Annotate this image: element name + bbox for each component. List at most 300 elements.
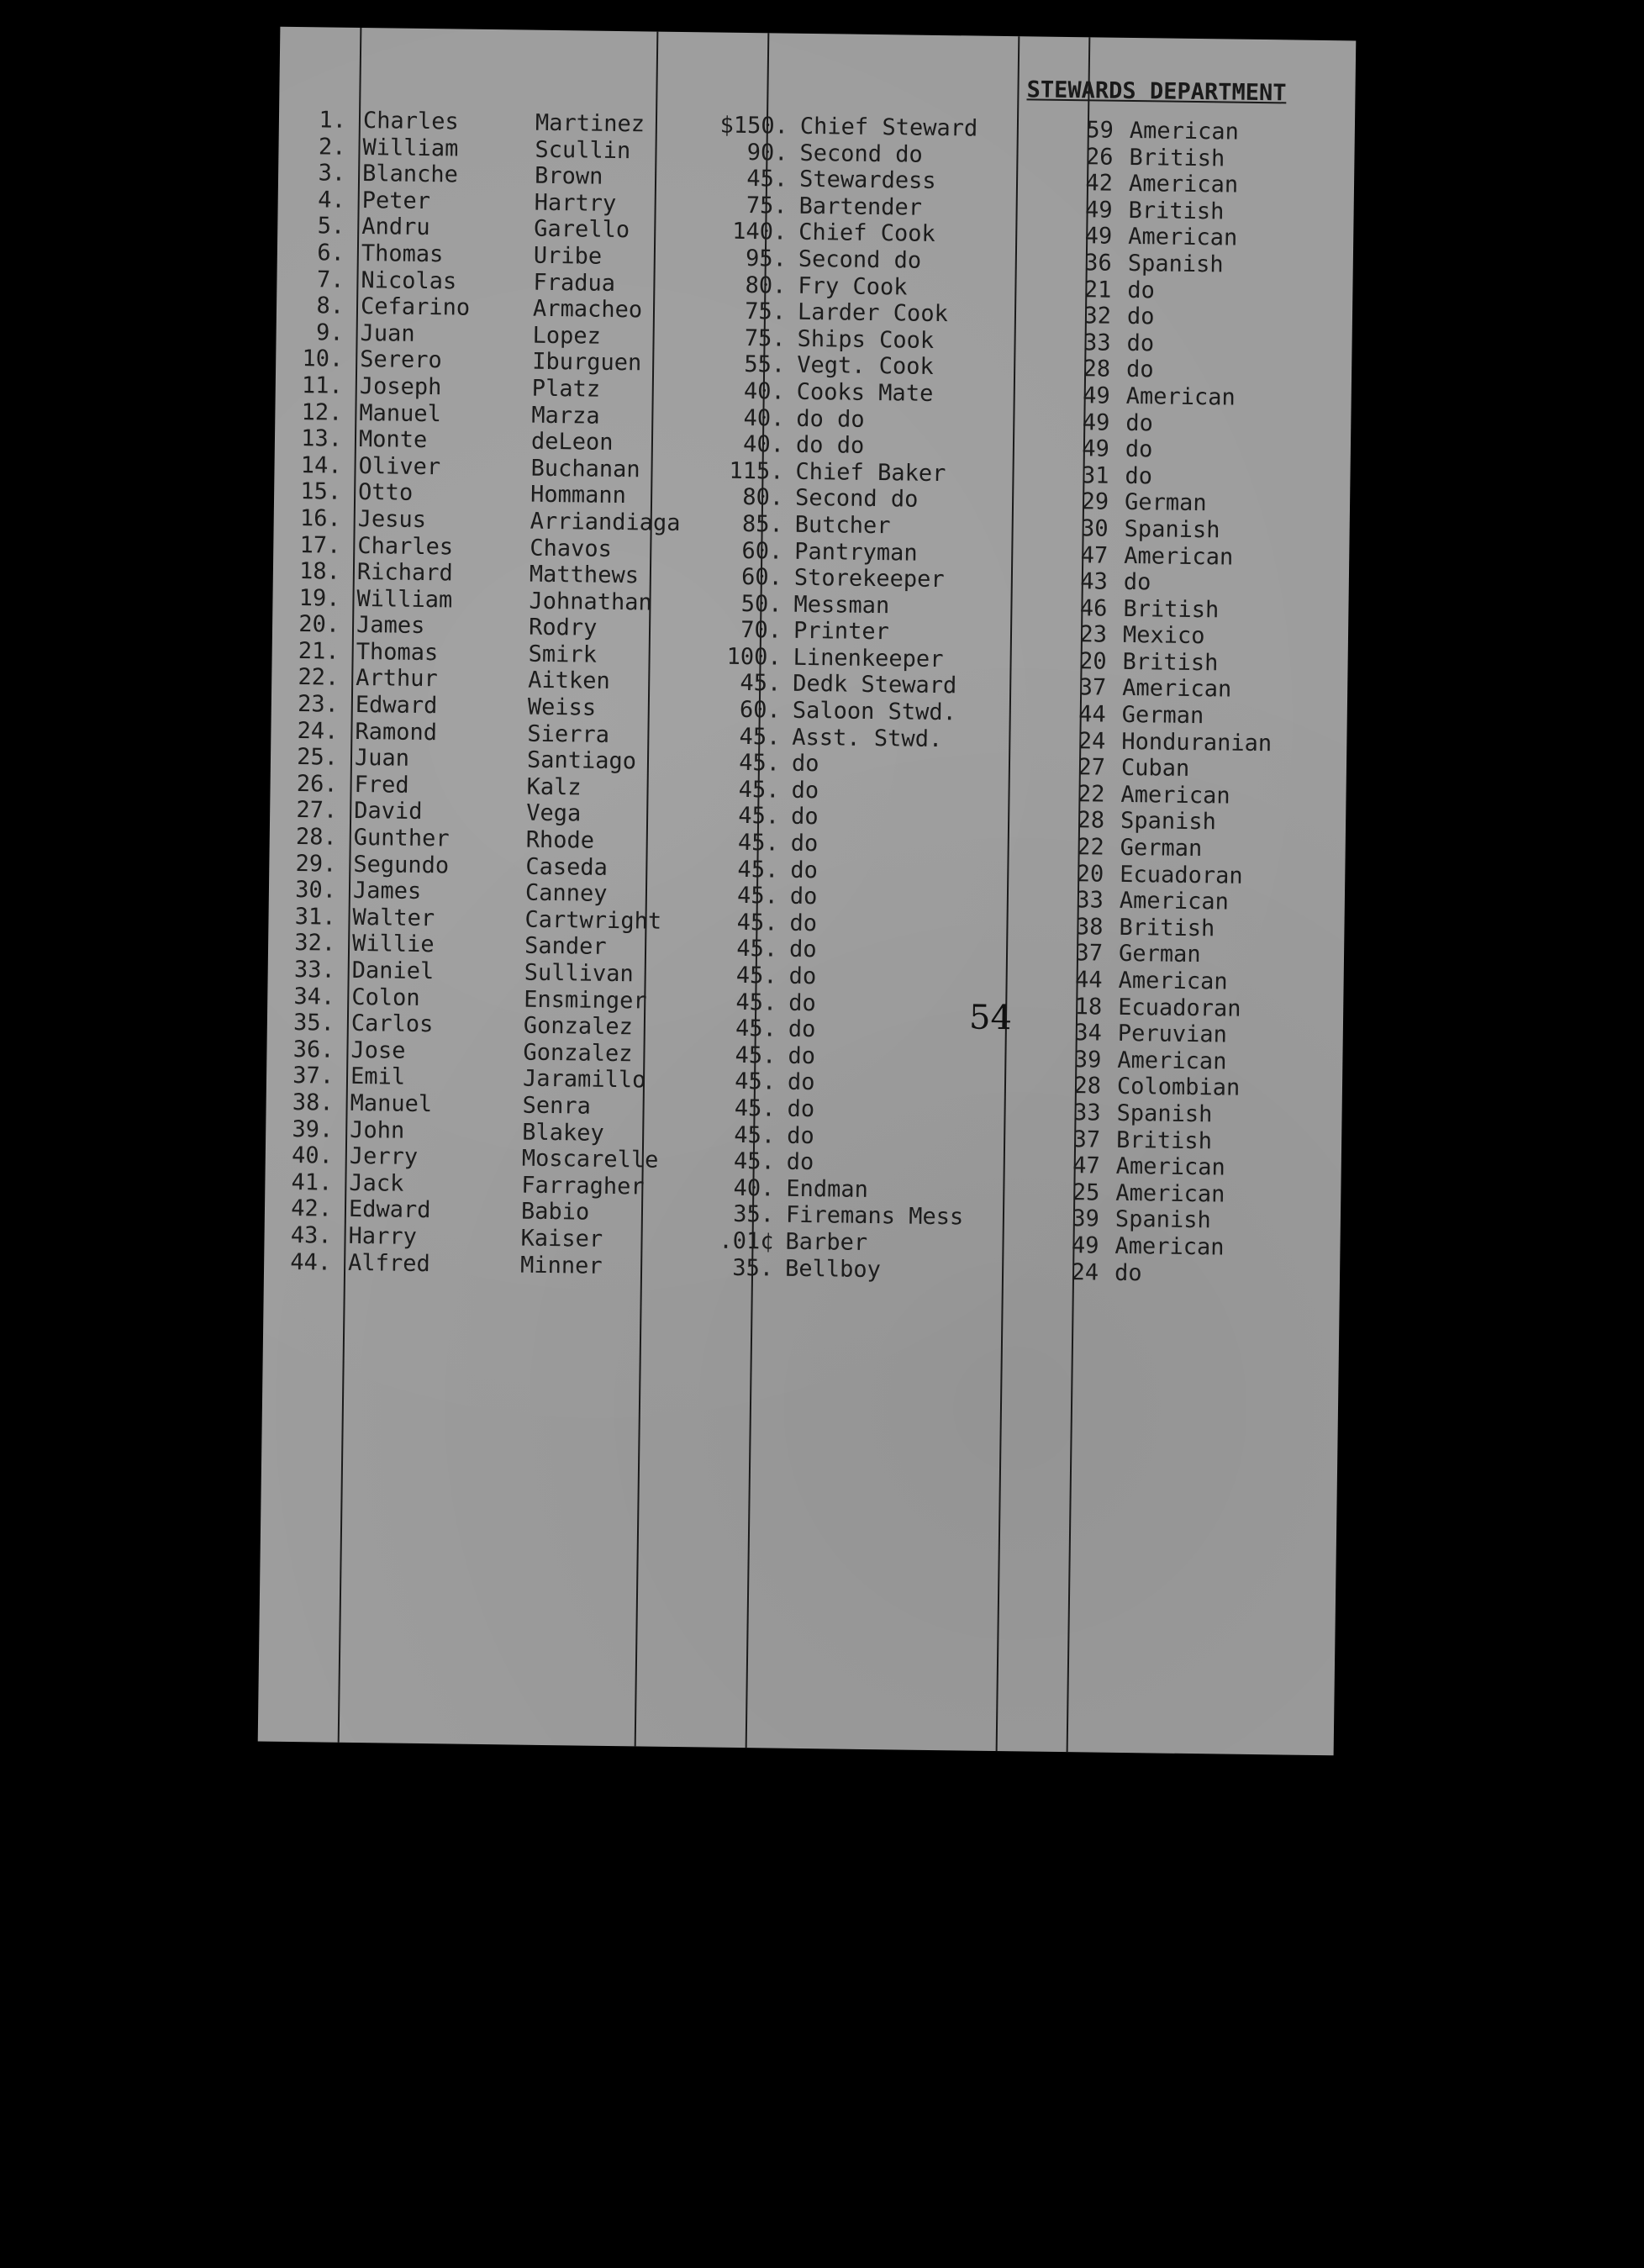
nationality: Spanish	[1116, 1100, 1213, 1128]
nationality: Colombian	[1116, 1073, 1241, 1102]
row-number: 11.	[301, 372, 344, 399]
wage: 45.	[735, 962, 777, 989]
nationality: do	[1126, 330, 1155, 357]
row-number: 3.	[318, 160, 346, 187]
age: 33	[1076, 887, 1104, 914]
age: 37	[1075, 940, 1104, 968]
row-number: 10.	[302, 345, 344, 373]
nationality: American	[1119, 888, 1230, 915]
last-name: Sander	[524, 933, 607, 961]
row-number: 20.	[298, 611, 340, 638]
first-name: Blanche	[361, 161, 459, 188]
row-number: 32.	[294, 930, 336, 957]
age: 43	[1080, 568, 1109, 595]
nationality: American	[1120, 781, 1230, 810]
wage: 140.	[732, 219, 788, 245]
age: 49	[1084, 197, 1113, 224]
row-number: 24.	[297, 717, 339, 745]
row-number: 41.	[291, 1168, 333, 1196]
last-name: Martinez	[535, 109, 645, 138]
wage: 50.	[740, 590, 782, 618]
row-number: 38.	[292, 1089, 334, 1116]
wage: 45.	[738, 803, 780, 830]
age: 28	[1083, 356, 1111, 383]
last-name: Johnathan	[529, 588, 652, 616]
first-name: Monte	[358, 426, 428, 454]
position: Pantryman	[794, 538, 918, 567]
last-name: Senra	[522, 1092, 592, 1120]
age: 49	[1071, 1232, 1099, 1259]
row-number: 31.	[294, 903, 336, 931]
nationality: German	[1124, 489, 1207, 517]
position: Saloon Stwd.	[792, 697, 957, 726]
wage: 90.	[746, 139, 788, 166]
nationality: American	[1117, 1047, 1227, 1075]
position: Messman	[793, 591, 890, 619]
row-number: 36.	[292, 1036, 335, 1063]
nationality: British	[1128, 197, 1225, 225]
last-name: Jaramillo	[522, 1065, 646, 1094]
wage: 35.	[732, 1201, 775, 1228]
first-name: Joseph	[359, 372, 442, 401]
row-number: 14.	[300, 451, 342, 479]
wage: 45.	[736, 909, 778, 936]
first-name: Fred	[354, 771, 409, 799]
nationality: Spanish	[1127, 250, 1224, 278]
age: 20	[1078, 648, 1107, 675]
row-number: 12.	[301, 398, 343, 426]
row-number: 21.	[298, 637, 340, 665]
last-name: Gonzalez	[523, 1039, 633, 1068]
age: 49	[1082, 435, 1110, 462]
last-name: Santiago	[526, 746, 637, 775]
nationality: American	[1121, 675, 1232, 704]
position: do	[791, 751, 819, 778]
last-name: Hartry	[534, 189, 617, 217]
age: 49	[1083, 382, 1110, 409]
nationality: Honduranian	[1121, 728, 1273, 757]
nationality: British	[1122, 648, 1219, 677]
row-number: 26.	[296, 770, 338, 798]
wage: 45.	[736, 883, 779, 910]
row-number: 39.	[292, 1116, 334, 1143]
first-name: William	[356, 585, 453, 614]
row-number: 34.	[293, 983, 335, 1010]
row-number: 17.	[299, 531, 341, 559]
position: do	[788, 963, 817, 990]
nationality: Ecuadoran	[1120, 861, 1243, 889]
last-name: Moscarelle	[521, 1145, 659, 1174]
position: do	[788, 1015, 816, 1043]
wage: 95.	[745, 245, 788, 272]
nationality: American	[1128, 171, 1239, 198]
row-number: 37.	[292, 1063, 335, 1090]
position: Storekeeper	[793, 564, 945, 593]
row-number: 1.	[319, 107, 347, 134]
nationality: British	[1115, 1126, 1213, 1154]
first-name: Edward	[355, 692, 438, 720]
age: 26	[1085, 143, 1114, 171]
last-name: Garello	[534, 216, 630, 244]
position: do	[787, 1095, 815, 1123]
first-name: Jack	[349, 1169, 404, 1197]
first-name: Willie	[351, 931, 435, 958]
first-name: Richard	[356, 559, 453, 587]
age: 32	[1083, 303, 1112, 330]
first-name: Andru	[361, 214, 430, 241]
age: 33	[1072, 1100, 1101, 1126]
wage: 45.	[737, 856, 779, 883]
last-name: Scullin	[535, 136, 631, 164]
age: 49	[1082, 409, 1110, 436]
last-name: Armacheo	[532, 295, 643, 324]
first-name: Thomas	[361, 240, 444, 268]
wage: 40.	[743, 377, 785, 405]
position: Endman	[786, 1175, 869, 1203]
nationality: American	[1125, 382, 1236, 411]
age: 20	[1076, 860, 1104, 888]
row-number: 22.	[298, 664, 340, 692]
position: Chief Steward	[799, 113, 978, 142]
first-name: Oliver	[358, 452, 441, 480]
age: 44	[1078, 701, 1106, 728]
age: 23	[1079, 621, 1108, 648]
department-header: STEWARDS DEPARTMENT	[1026, 76, 1287, 107]
position: do	[790, 830, 819, 857]
wage: 115.	[729, 457, 784, 485]
first-name: Segundo	[353, 851, 450, 879]
row-number: 42.	[291, 1195, 333, 1222]
position: Ships Cook	[797, 325, 935, 354]
first-name: Alfred	[347, 1249, 430, 1277]
nationality: British	[1119, 914, 1215, 942]
row-number: 6.	[317, 240, 345, 266]
first-name: Peter	[361, 187, 431, 214]
position: Firemans Mess	[785, 1202, 964, 1231]
last-name: Platz	[531, 375, 601, 403]
first-name: Charles	[362, 108, 459, 135]
first-name: Cefarino	[360, 293, 471, 321]
wage: 45.	[735, 989, 777, 1016]
row-number: 5.	[317, 213, 345, 240]
nationality: British	[1129, 144, 1225, 172]
first-name: Manuel	[350, 1089, 433, 1118]
first-name: Carlos	[350, 1010, 434, 1038]
position: Chief Cook	[798, 219, 936, 248]
age: 34	[1074, 1020, 1103, 1047]
row-number: 27.	[296, 797, 338, 825]
wage: 70.	[740, 617, 782, 644]
wage: 35.	[732, 1254, 774, 1282]
first-name: Thomas	[356, 638, 439, 667]
position: do	[788, 1042, 816, 1069]
position: Second do	[799, 140, 923, 168]
first-name: James	[356, 612, 425, 640]
nationality: German	[1118, 941, 1201, 968]
last-name: Matthews	[529, 561, 640, 589]
last-name: Hommann	[530, 481, 627, 509]
wage: 45.	[746, 166, 788, 193]
row-number: 2.	[318, 133, 346, 161]
position: Fry Cook	[798, 272, 908, 301]
wage: 45.	[737, 829, 779, 857]
row-number: 29.	[295, 850, 337, 878]
nationality: do	[1127, 277, 1156, 303]
nationality: do	[1125, 409, 1154, 436]
wage: 45.	[736, 936, 778, 963]
last-name: Marza	[531, 402, 600, 430]
position: Dedk Steward	[793, 671, 957, 699]
last-name: Canney	[524, 879, 608, 908]
last-name: Babio	[520, 1198, 590, 1226]
age: 28	[1077, 807, 1105, 835]
age: 38	[1075, 914, 1104, 941]
row-number: 33.	[293, 957, 335, 984]
last-name: Brown	[534, 162, 603, 190]
first-name: Ramond	[355, 718, 438, 746]
last-name: Aitken	[528, 667, 610, 695]
age: 24	[1071, 1258, 1099, 1286]
nationality: do	[1125, 462, 1153, 490]
age: 29	[1081, 488, 1109, 515]
row-number: 30.	[294, 877, 337, 904]
row-number: 18.	[298, 558, 341, 585]
nationality: Spanish	[1120, 808, 1217, 836]
position: do	[789, 883, 818, 910]
last-name: Minner	[519, 1252, 603, 1279]
first-name: Serero	[360, 346, 442, 374]
first-name: David	[353, 798, 423, 825]
last-name: Rodry	[528, 614, 598, 641]
wage: 45.	[738, 776, 780, 804]
nationality: American	[1118, 967, 1228, 995]
last-name: Chavos	[530, 535, 613, 562]
nationality: American	[1115, 1179, 1225, 1208]
first-name: Juan	[360, 319, 415, 347]
position: Bellboy	[784, 1255, 882, 1283]
wage: 45.	[740, 670, 782, 698]
wage: 45.	[735, 1068, 777, 1095]
wage: 55.	[744, 351, 786, 378]
last-name: Kaiser	[520, 1225, 603, 1253]
age: 25	[1072, 1179, 1100, 1206]
row-number: 19.	[298, 584, 340, 612]
row-number: 43.	[290, 1221, 332, 1249]
last-name: Fradua	[533, 269, 616, 297]
age: 49	[1084, 223, 1113, 251]
age: 47	[1080, 541, 1109, 569]
position: Butcher	[794, 511, 891, 540]
last-name: Weiss	[527, 694, 597, 721]
row-number: 44.	[290, 1248, 332, 1276]
position: do do	[796, 405, 865, 433]
row-number: 13.	[301, 425, 343, 452]
last-name: Arriandiaga	[530, 508, 681, 536]
wage: 45.	[739, 750, 781, 777]
nationality: American	[1129, 117, 1240, 145]
wage: 80.	[742, 484, 784, 511]
nationality: do	[1126, 303, 1155, 330]
nationality: German	[1120, 834, 1203, 862]
last-name: Gonzalez	[523, 1012, 634, 1041]
document-page	[258, 27, 1357, 1756]
nationality: Peruvian	[1117, 1021, 1228, 1048]
position: do	[790, 804, 819, 831]
last-name: Rhode	[525, 826, 595, 854]
position: Linenkeeper	[793, 644, 944, 672]
row-number: 7.	[316, 266, 345, 293]
last-name: Caseda	[525, 853, 609, 881]
row-number: 25.	[297, 744, 339, 771]
position: Chief Baker	[795, 458, 946, 487]
crew-list	[264, 107, 1355, 1290]
last-name: Ensminger	[524, 986, 647, 1015]
last-name: Iburguen	[532, 349, 642, 377]
wage: .01¢	[719, 1227, 774, 1255]
wage: 75.	[746, 192, 788, 219]
position: do	[786, 1122, 814, 1149]
age: 59	[1086, 117, 1114, 144]
last-name: Sierra	[527, 720, 610, 748]
wage: 40.	[742, 431, 785, 458]
position: Larder Cook	[797, 298, 949, 328]
nationality: do	[1125, 356, 1154, 383]
first-name: Arthur	[356, 665, 439, 693]
nationality: British	[1123, 595, 1220, 624]
first-name: Manuel	[359, 399, 442, 427]
first-name: Juan	[354, 745, 410, 773]
nationality: Spanish	[1114, 1206, 1211, 1234]
age: 47	[1072, 1152, 1100, 1179]
age: 33	[1083, 330, 1111, 356]
last-name: Lopez	[532, 322, 602, 350]
row-number: 16.	[299, 504, 341, 532]
first-name: Jesus	[357, 505, 427, 533]
first-name: Jerry	[349, 1143, 419, 1171]
row-number: 9.	[315, 319, 344, 346]
age: 42	[1085, 170, 1114, 197]
first-name: Nicolas	[361, 266, 457, 295]
age: 37	[1072, 1126, 1101, 1153]
position: do	[791, 777, 819, 804]
age: 31	[1081, 462, 1109, 489]
age: 39	[1072, 1205, 1100, 1232]
wage: 60.	[739, 696, 782, 724]
row-number: 35.	[292, 1010, 335, 1036]
nationality: do	[1114, 1259, 1142, 1286]
nationality: American	[1114, 1232, 1225, 1261]
age: 44	[1074, 967, 1103, 994]
nationality: American	[1115, 1152, 1225, 1181]
last-name: Farragher	[521, 1172, 645, 1200]
wage: 45.	[733, 1148, 775, 1175]
position: do	[790, 857, 819, 883]
wage: 40.	[733, 1174, 775, 1202]
age: 36	[1084, 250, 1113, 277]
position: Vegt. Cook	[796, 352, 934, 381]
age: 21	[1083, 276, 1112, 303]
last-name: Sullivan	[524, 959, 634, 988]
wage: 75.	[745, 298, 787, 325]
age: 22	[1076, 834, 1104, 861]
page-number: 54	[968, 998, 1013, 1038]
last-name: Cartwright	[524, 906, 662, 935]
last-name: Buchanan	[530, 455, 640, 483]
first-name: Colon	[351, 984, 420, 1011]
position: Second do	[794, 485, 919, 514]
age: 18	[1074, 993, 1103, 1021]
row-number: 15.	[300, 478, 342, 506]
nationality: do	[1123, 568, 1151, 596]
row-number: 28.	[295, 824, 337, 851]
wage: 45.	[735, 1015, 777, 1042]
nationality: German	[1121, 701, 1204, 730]
first-name: Charles	[357, 532, 454, 560]
last-name: Uribe	[533, 242, 603, 270]
last-name: Vega	[525, 800, 582, 827]
row-number: 8.	[316, 293, 345, 319]
first-name: John	[350, 1116, 405, 1144]
nationality: American	[1128, 224, 1238, 252]
nationality: Ecuadoran	[1118, 994, 1241, 1022]
position: do	[786, 1148, 814, 1176]
nationality: Cuban	[1120, 755, 1190, 783]
position: do do	[795, 431, 865, 459]
position: Barber	[785, 1228, 868, 1256]
position: Asst. Stwd.	[792, 724, 943, 752]
row-number: 40.	[291, 1142, 334, 1169]
last-name: Smirk	[528, 641, 598, 668]
position: Cooks Mate	[796, 378, 934, 407]
last-name: Blakey	[522, 1119, 604, 1147]
wage: 45.	[734, 1121, 776, 1149]
position: do	[788, 936, 817, 963]
first-name: Otto	[357, 479, 414, 507]
wage: 45.	[739, 723, 781, 751]
wage: 100.	[726, 643, 782, 671]
position: do	[788, 989, 816, 1016]
age: 30	[1080, 515, 1109, 542]
age: 37	[1078, 674, 1107, 702]
age: 28	[1073, 1073, 1102, 1100]
age: 27	[1078, 754, 1106, 781]
age: 39	[1073, 1046, 1102, 1073]
wage: 75.	[744, 324, 786, 352]
age: 22	[1077, 781, 1105, 808]
nationality: Spanish	[1124, 515, 1220, 544]
wage: 60.	[741, 537, 783, 565]
nationality: Mexico	[1122, 622, 1205, 650]
wage: 60.	[740, 564, 783, 591]
first-name: William	[362, 134, 459, 162]
first-name: Daniel	[351, 957, 435, 985]
first-name: James	[352, 878, 422, 905]
position: Second do	[798, 245, 922, 274]
age: 46	[1079, 594, 1108, 622]
row-number: 23.	[297, 691, 340, 718]
first-name: Walter	[352, 904, 435, 932]
wage: 45.	[735, 1042, 777, 1069]
row-number: 4.	[317, 187, 345, 214]
first-name: Jose	[350, 1036, 406, 1064]
nationality: do	[1125, 436, 1153, 463]
last-name: deLeon	[530, 428, 614, 456]
position: Bartender	[798, 193, 923, 221]
nationality: American	[1124, 542, 1234, 571]
wage: 40.	[743, 404, 785, 432]
first-name: Edward	[348, 1196, 431, 1224]
first-name: Harry	[348, 1222, 418, 1250]
